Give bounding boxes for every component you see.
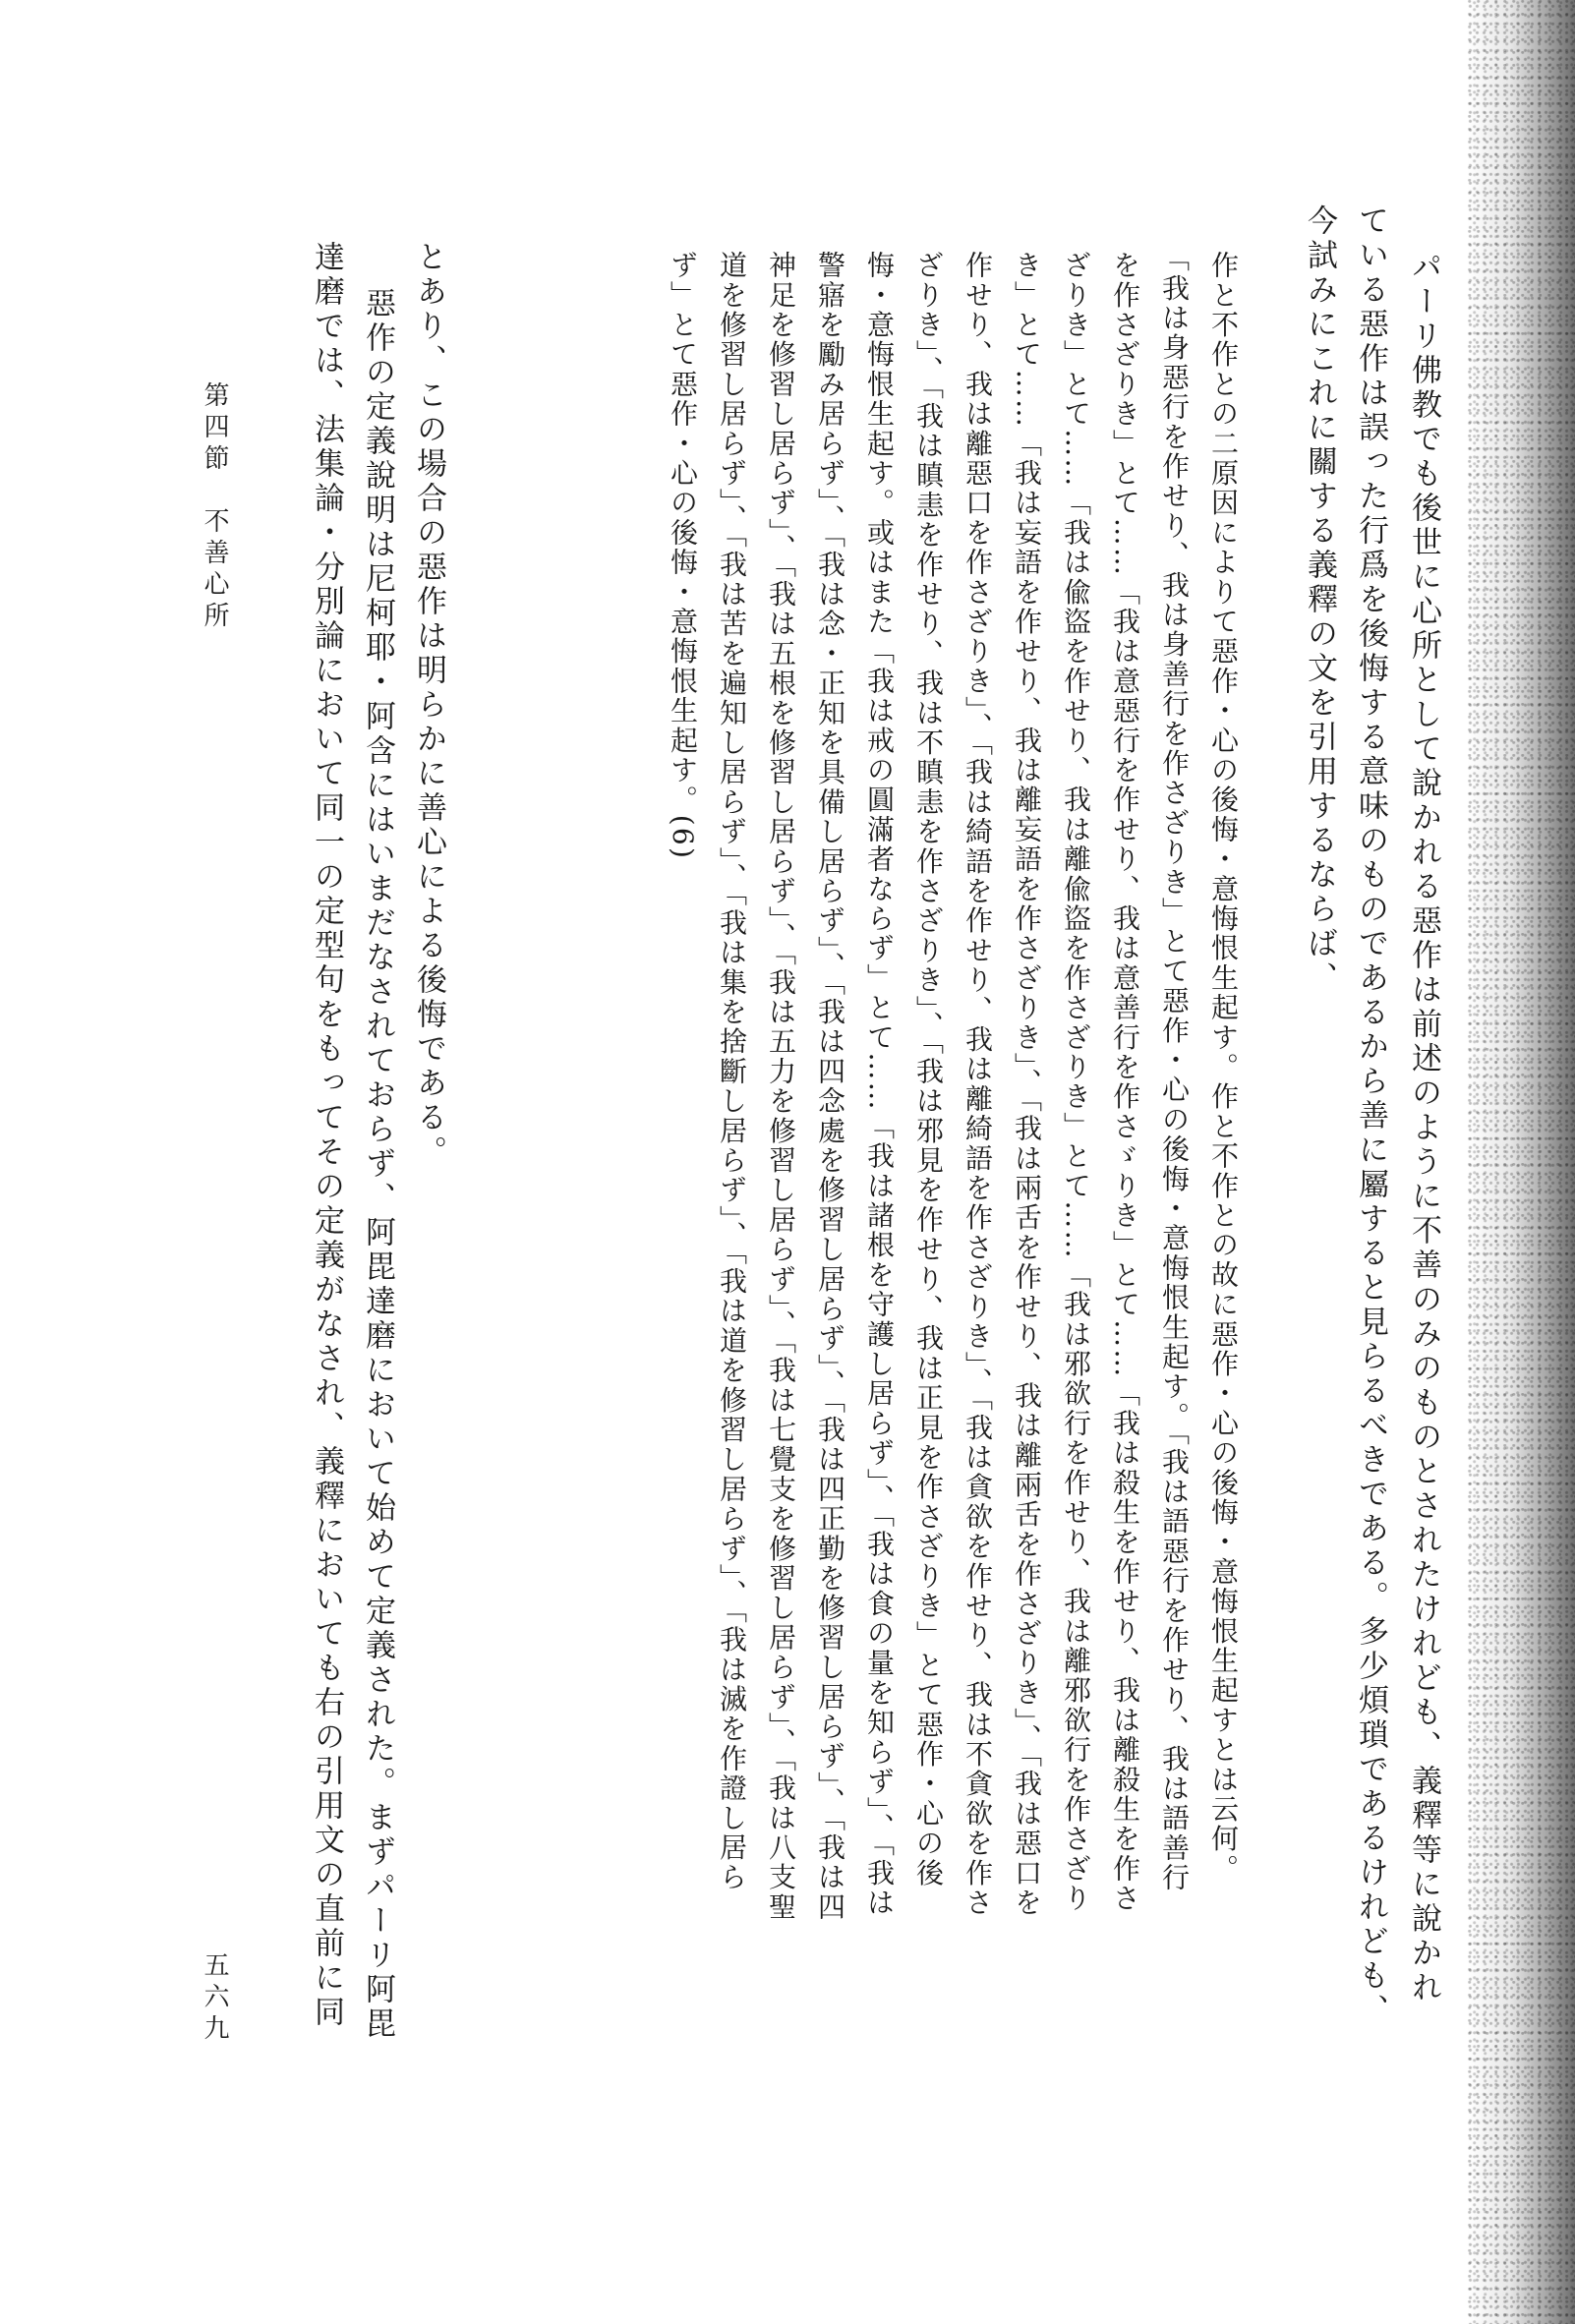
body-line: ている惡作は誤った行爲を後悔する意味のものであるから善に屬すると見らるべきである。多少煩瑣であるけれども、 — [1353, 204, 1388, 2028]
quote-line: ざりき」とて……「我は偸盜を作せり、我は離偸盜を作さざりき」とて……「我は邪欲行を作せり、我は離邪欲行を作さざり — [1060, 251, 1092, 1914]
body-line: パーリ佛教でも後世に心所として說かれる惡作は前述のように不善のみのものとされたけれども、義釋等に說かれ — [1406, 251, 1441, 2005]
quote-line: ず」とて惡作・心の後悔・意悔恨生起す。(6) — [667, 251, 699, 861]
quote-line: 「我は身惡行を作せり、我は身善行を作さざりき」とて惡作・心の後悔・意悔恨生起す。「我は語惡行を作せり、我は語善行 — [1158, 244, 1191, 1893]
body-line: 達磨では、法集論・分別論において同一の定型句をもってその定義がなされ、義釋においても右の引用文の直前に同 — [309, 241, 344, 2030]
quote-line: 警寤を勵み居らず」、「我は念・正知を具備し居らず」、「我は四念處を修習し居らず」、「我は四正勤を修習し居らず」、「我は四 — [814, 251, 846, 1922]
body-line: 惡作の定義說明は尼柯耶・阿含にはいまだなされておらず、阿毘達磨において始めて定義された。まずパーリ阿毘 — [360, 287, 395, 2042]
quote-line: 作と不作との二原因によりて惡作・心の後悔・意悔恨生起す。作と不作との故に惡作・心の後悔・意悔恨生起すとは云何。 — [1207, 251, 1240, 1884]
quote-line: き」とて……「我は妄語を作せり、我は離妄語を作さざりき」、「我は兩舌を作せり、我は離兩舌を作さざりき」、「我は惡口を — [1011, 251, 1043, 1918]
quote-line: ざりき」、「我は瞋恚を作せり、我は不瞋恚を作さざりき」、「我は邪見を作せり、我は正見を作さざりき」とて惡作・心の後 — [912, 251, 945, 1888]
page-number: 五六九 — [200, 1951, 229, 2046]
body-line: とあり、この場合の惡作は明らかに善心による後悔である。 — [411, 241, 446, 1170]
scan-edge-shading — [1467, 0, 1575, 2324]
quote-line: 神足を修習し居らず」、「我は五根を修習し居らず」、「我は五力を修習し居らず」、「我は七覺支を修習し居らず」、「我は八支聖 — [765, 251, 797, 1922]
quote-line: 作せり、我は離惡口を作さざりき」、「我は綺語を作せり、我は離綺語を作さざりき」、「我は貪欲を作せり、我は不貪欲を作さ — [962, 251, 994, 1918]
quote-line: を作さざりき」とて……「我は意惡行を作せり、我は意善行を作さゞりき」とて……「我は殺生を作せり、我は離殺生を作さ — [1109, 251, 1141, 1914]
quote-line: 悔・意悔恨生起す。或はまた「我は戒の圓滿者ならず」とて……「我は諸根を守護し居らず」、「我は食の量を知らず」、「我は — [863, 251, 896, 1918]
body-line: 今試みにこれに關する義釋の文を引用するならば、 — [1302, 204, 1337, 996]
quote-line: 道を修習し居らず」、「我は苦を遍知し居らず」、「我は集を捨斷し居らず」、「我は道を修習し居らず」、「我は滅を作證し居ら — [716, 251, 748, 1892]
section-header: 第四節 不善心所 — [200, 381, 229, 633]
